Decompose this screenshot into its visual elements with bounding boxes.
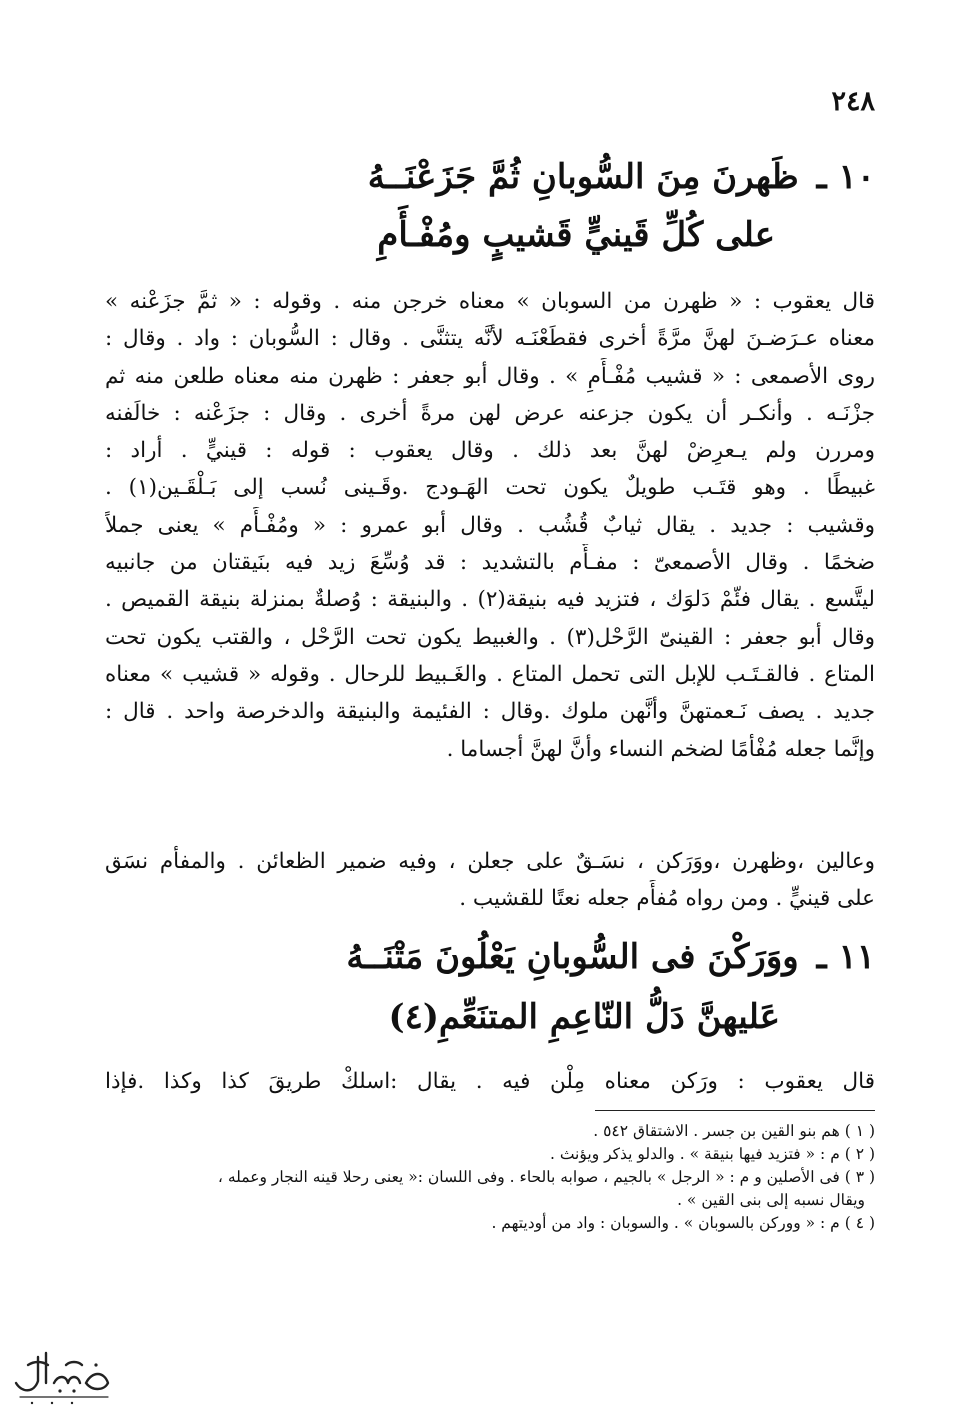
commentary-line: وقشيب : جديد . يقال ثيابٌ قُشُب . وقال أبو عمرو : « ومُفْـأَم » يعنى جملاً bbox=[105, 512, 875, 538]
commentary-line: غبيطًا . وهو قتَـب طويلٌ يكون تحت الهَـودج .وقَـينى نُسب إلى بَـلْقَـين(١) . bbox=[105, 475, 875, 501]
commentary-line: قال يعقوب : « ظهرن من السوبان » معناه خرجن منه . وقوله : « ثمَّ جزَعْنه » bbox=[105, 289, 875, 314]
commentary-verse-11 bbox=[105, 1063, 875, 1100]
footnote-divider bbox=[595, 1110, 875, 1111]
verse-11-first-hemistich bbox=[150, 937, 875, 977]
commentary-line: جديد . يصف نَـعمتهنَّ وأنَّهن ملوك .وقال : الفئيمة والبنيقة والدخرصة واحد . قال : bbox=[105, 699, 875, 725]
verse-10-second-hemistich: على كُلِّ قَينيٍّ قَشيبٍ ومُفْـأَمِ bbox=[377, 215, 775, 255]
footnote: ( ٣ ) فى الأصلين و م : « الرجل » بالجيم ، صوابه بالحاء . وفى اللسان :« يعنى رحلا قينه النجار وعمله ، bbox=[217, 1168, 875, 1186]
commentary-line: وإنَّما جعله مُفْأمًا لضخم النساء وأنَّ لهنَّ أجساما . bbox=[446, 736, 875, 762]
footnote: ( ٢ ) م : « فتزيد فيها بنيقة » . والدلو يذكر ويؤنث . bbox=[549, 1145, 875, 1163]
verse-number: ١٠ ـ bbox=[816, 157, 875, 197]
commentary-line: معناه عـرَضـنَ لهنَّ مرَّةً أخرى فقطَعْنَـه لأنَّه يتثنَّى . وقال : السُّوبان : واد . وقال : bbox=[105, 326, 875, 352]
page-number: ٢٤٨ bbox=[831, 86, 875, 117]
commentary-verse-10 bbox=[105, 283, 875, 768]
commentary-line: وقال أبو جعفر : القينىّ الرَّحْل(٣) . والغبيط يكون تحت الرَّحْل ، والقتب يكون تحت bbox=[105, 624, 875, 650]
verse-10-first-hemistich bbox=[150, 157, 875, 197]
publisher-logo-icon bbox=[8, 1335, 118, 1415]
commentary-line: ومررن ولم يـعرِضْ لهنَّ بعد ذلك . وقال يعقوب : قوله : قينيٍّ . أراد : bbox=[105, 438, 875, 464]
commentary-line: وعالين ،وظهرن ،ووَرَكن ، نسَـقٌ على جعلن ، وفيه ضمير الظعائن . والمفأم نسَق bbox=[105, 849, 875, 874]
verse-number: ١١ ـ bbox=[816, 937, 875, 977]
commentary-line: قال يعقوب : ورَكن معناه مِلْن فيه . يقال :اسلكْ طريقَ كذا وكذا .فإذا bbox=[105, 1069, 875, 1094]
commentary-line: ليتَّسع . يقال فئّمْ دَلوَك ، فتزيد فيه بنيقة(٢) . والبنيقة : وُصلةٌ بمنزلة بنيقة القميص . bbox=[105, 587, 875, 613]
verse-text: ووَرَكْنَ فى السُّوبانِ يَعْلُونَ مَتْنَــهُ bbox=[346, 937, 799, 977]
footnote: ( ١ ) هم بنو القين بن جسر . الاشتقاق ٥٤٢ . bbox=[593, 1122, 875, 1140]
footnote-continuation: ويقال نسبه إلى بنى القين » . bbox=[677, 1191, 865, 1209]
verse-text: ظَهرنَ مِنَ السُّوبانِ ثُمَّ جَزَعْنَــهُ bbox=[367, 157, 799, 197]
commentary-line: ضخمًا . وقال الأصمعىّ : مفـأَّم بالتشديد : قد وُسِّعَ زيد فيه بنَيقتان من جانبيه bbox=[105, 550, 875, 576]
commentary-verse-10-continued bbox=[105, 843, 875, 918]
footnote: ( ٤ ) م : « ووركن بالسوبان » . والسوبان : واد من أوديتهم . bbox=[491, 1214, 875, 1232]
commentary-line: جزْنَـه . وأنكـر أن يكون جزعنه عرض لهن مرةً أخرى . وقال : جزَعْنه : خالَفنه bbox=[105, 400, 875, 426]
commentary-line: المتاع . فالقـتَـب للإبل التى تحمل المتاع . والغَـبيط للرحال . وقوله « قشيب » معناه bbox=[105, 661, 875, 687]
commentary-line: على قينيٍّ . ومن رواه مُفأَم جعله نعتًا للقشيب . bbox=[459, 886, 875, 912]
verse-11-second-hemistich: عَليهنَّ دَلُّ النّاعِمِ المتنَعِّمِ(٤) bbox=[388, 997, 780, 1037]
footnotes bbox=[105, 1120, 875, 1235]
commentary-line: روى الأصمعى : « قشيب مُفْـأَمِ » . وقال أبو جعفر : ظهرن منه معناه طلعن منه ثم bbox=[105, 363, 875, 389]
